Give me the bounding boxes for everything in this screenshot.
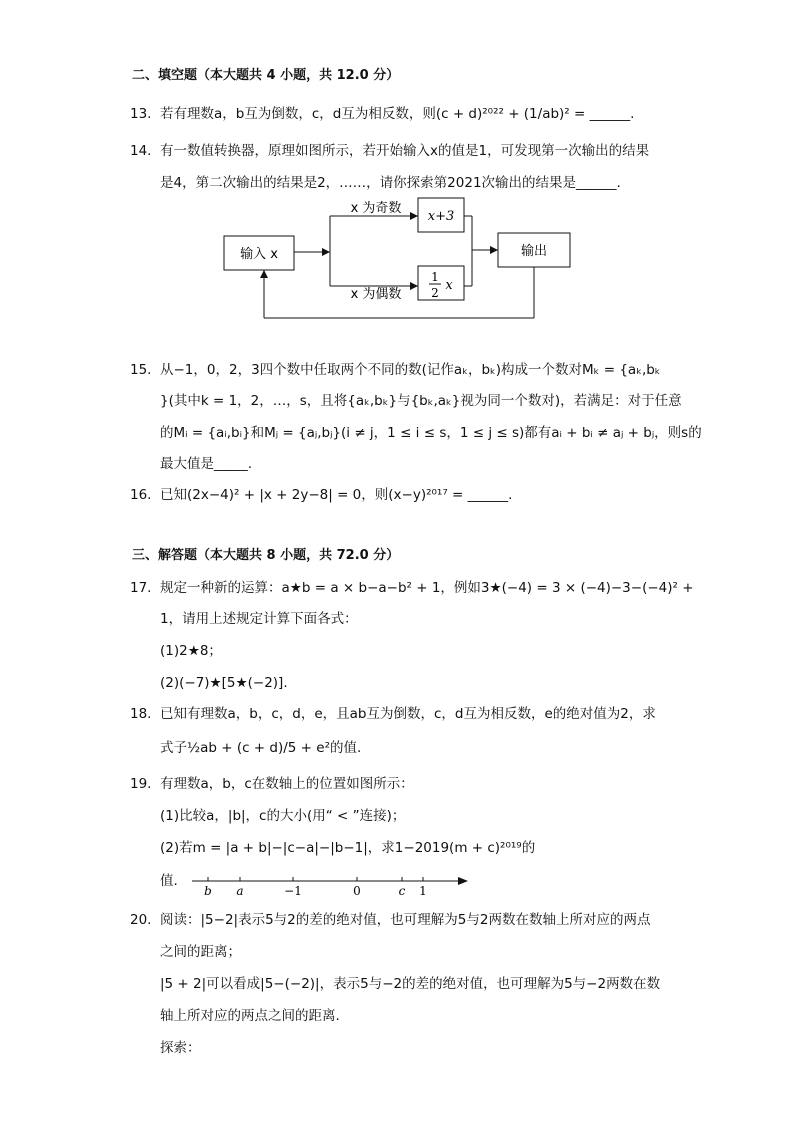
number-line-arrow <box>458 877 468 885</box>
question-19-tail: 值. <box>160 873 178 889</box>
even-branch-label: x 为偶数 <box>350 287 402 302</box>
question-20-line-2: 之间的距离； <box>160 944 241 960</box>
question-17-line-2: 1，请用上述规定计算下面各式： <box>160 611 358 627</box>
point-a-label: a <box>236 884 244 898</box>
question-15-number: 15. <box>130 362 152 378</box>
question-18-line-2: 式子½ab + (c + d)/5 + e²的值. <box>160 740 362 756</box>
question-13-number: 13. <box>130 106 152 122</box>
question-14-number: 14. <box>130 143 152 159</box>
question-19-item-2: (2)若m = |a + b|−|c−a|−|b−1|，求1−2019(m + c)²⁰¹⁹的 <box>160 840 536 856</box>
question-19-line-1: 有理数a，b，c在数轴上的位置如图所示： <box>160 776 414 792</box>
point-b-label: b <box>204 884 212 898</box>
question-15-line-2: }(其中k = 1，2，…，s，且将{aₖ,bₖ}与{bₖ,aₖ}视为同一个数对)，若满足：对于任意 <box>160 393 682 409</box>
question-17-number: 17. <box>130 580 152 596</box>
question-20-number: 20. <box>130 912 152 928</box>
question-17-item-2: (2)(−7)★[5★(−2)]. <box>160 675 288 691</box>
question-15-line-1: 从−1，0，2，3四个数中任取两个不同的数(记作aₖ，bₖ)构成一个数对Mₖ = {aₖ,bₖ <box>160 362 661 378</box>
question-14-line-1: 有一数值转换器，原理如图所示，若开始输入x的值是1，可发现第一次输出的结果 <box>160 143 650 159</box>
question-15-line-3: 的Mᵢ = {aᵢ,bᵢ}和Mⱼ = {aⱼ,bⱼ}(i ≠ j，1 ≤ i ≤ s，1 ≤ j ≤ s)都有aᵢ + bᵢ ≠ aⱼ + bⱼ，则s的 <box>160 425 702 441</box>
question-20-line-1: 阅读：|5−2|表示5与2的差的绝对值，也可理解为5与2两数在数轴上所对应的两点 <box>160 912 651 928</box>
question-19-number: 19. <box>130 776 152 792</box>
section-title-solutions: 三、解答题（本大题共 8 小题，共 72.0 分） <box>132 548 400 563</box>
tick-neg-one-label: −1 <box>284 884 302 898</box>
tick-zero-label: 0 <box>353 884 361 898</box>
half-denominator: 2 <box>431 286 439 300</box>
point-c-label: c <box>398 884 406 898</box>
half-variable: x <box>445 278 453 293</box>
question-14-line-2: 是4，第二次输出的结果是2，……，请你探索第2021次输出的结果是______. <box>160 175 621 191</box>
question-17-item-1: (1)2★8； <box>160 643 222 659</box>
question-18-number: 18. <box>130 706 152 722</box>
output-label: 输出 <box>520 244 548 259</box>
section-title-fill-blank: 二、填空题（本大题共 4 小题，共 12.0 分） <box>132 68 400 83</box>
question-13-text: 若有理数a，b互为倒数，c，d互为相反数，则(c + d)²⁰²² + (1/ab)² = ______. <box>160 106 635 122</box>
plus-three-label: x+3 <box>427 209 455 224</box>
half-numerator: 1 <box>431 270 439 284</box>
question-16-text: 已知(2x−4)² + |x + 2y−8| = 0，则(x−y)²⁰¹⁷ = ______. <box>160 487 513 503</box>
question-20-line-5: 探索： <box>160 1040 201 1056</box>
question-17-line-1: 规定一种新的运算：a★b = a × b−a−b² + 1，例如3★(−4) = 3 × (−4)−3−(−4)² + <box>160 580 694 596</box>
question-15-line-4: 最大值是_____. <box>160 456 253 472</box>
odd-branch-label: x 为奇数 <box>350 201 402 216</box>
question-19-item-1: (1)比较a，|b|，c的大小(用“ < ”连接)； <box>160 808 406 824</box>
input-label: 输入 x <box>240 247 278 262</box>
question-16-number: 16. <box>130 487 152 503</box>
tick-one-label: 1 <box>419 884 427 898</box>
question-18-line-1: 已知有理数a，b，c，d，e，且ab互为倒数，c，d互为相反数，e的绝对值为2，求 <box>160 706 656 722</box>
question-20-line-4: 轴上所对应的两点之间的距离. <box>160 1008 340 1024</box>
question-20-line-3: |5 + 2|可以看成|5−(−2)|，表示5与−2的差的绝对值，也可理解为5与−2两数在数 <box>160 976 661 992</box>
